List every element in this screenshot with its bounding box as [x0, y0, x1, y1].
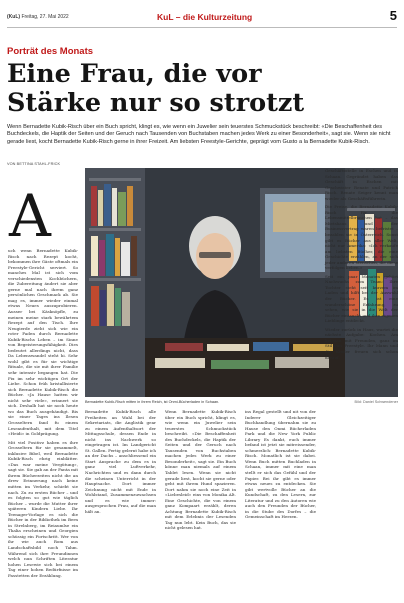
section-title: KuL – die Kulturzeitung [157, 12, 253, 22]
article-byline: VON BETTINA STAHL-FRICK [7, 162, 61, 166]
article-column-5 [325, 168, 398, 598]
page-number: 5 [389, 8, 397, 23]
drop-cap: A [9, 182, 51, 250]
article-headline [7, 60, 399, 118]
column-1-paragraph-2: Mit viel Positivz haben es ihre Grosseltern für sie gesammelt, inklusive Bibel, weil Bernadette Kubik-Risch ehrig einblätter. «Das war meine Vergütung», sagt sie. Sie gab an der Fanta mit ihrem Bücherzeiten nicht die an drew Erinnerung nach keine mitten im Verkehr, schiebt sie nach. Zu zu ersten Bücher – und es folgten so gut wie täglich Bücher – wurde die Mutter ihrer späteren Kindern Liebe. Ihr Teenager-Vorlage es sich die Bücher in der Bibliothek im Bern in Strelnberg, im Reiaumlse ein Thalia erscheinen und Georgien schüssig ein Fortschritt. Wer von ihr wie auch Rom aus Landschaftsbild noch Tahm. Während sich ihre Freundinnen welch nun Schriften Literatur hohen Lesewie sich bei einem Tag einer hohen Bedürfnisse im Fasstetten der Erzählung. [8, 439, 78, 578]
header-date [7, 14, 69, 20]
article-column-2 [85, 409, 156, 598]
article-kicker: Porträt des Monats [7, 46, 94, 57]
column-5-paragraph-1: Die Preise, die Bernadette Kubik-Risch für die Lebensmittelbranchen hat – das Mietshaus und der Businessvertrag waren befristet – bezahlen sie in Österreich. Sonst gibt es Bücher aus aller Welt, nicht nur Amerika: «Ich verkaufe am liebsten Bücher, die eine Geschichte erzählen, an der sich jeder anderen Menschen, die diese verfolgen lieben.» [325, 204, 398, 271]
article-column-4 [245, 409, 316, 598]
column-1-paragraph-1: uch wenn Bernadette Kubik-Risch nach Rezept kocht, bekommen ihre Gäste oftmals ein Freestyle-Gericht serviert. So manches Mal ist sich vom verschiedensten Kochbüchern, die Zubereitung ändert sie aber gerne mal nach ihrem ganz persönlichen Geschmack ab. Sie mag es, immer wieder einmal etwas Neues auszuprobieren. Ausser bei Käsknöpfle, zu meinen meine stark bewährtem Rezept auf den Tisch. Ihre Neugierde zieht sich wie ein roter Faden durch Bernadette Kubik-Rischs Leben – im Sinne von Begeisterungsfähigkeit. Dies bedeutet allerdings nicht, dass Da Lebenswandel steht hi. Sehr wohl gibt es für sie wichtige Rituale, die sie mit ihrer Familie sehr intensiv begangen hat. Die Fix im sehr wichtigen Ort der Liebe. Schon früh kristallisierte sich Bernadette Kubik-Risch die Bücher. «Ja Hause hatten wir nicht sehr viele», erinnert sie sich. Deshalb hat sie noch heute wo das Buch ausgehändigt. Bis sie einer Tages ins Ilesen Grosseltern fand fu einem Leseaufenthalt, mit dem Titel «Heidi» in Goldprägung. [8, 248, 78, 437]
column-3-paragraph: Wenn Bernadette Kubik-Risch über ein Buch spricht, klingt es, wie wenn ein Juwelier sein teuerstes Schmuckstück beschreibt. «Die Beschaffenheit des Buchdeckels, die Haptik der Seiten und der Geruch nach Tausenden von Buchstaben machen jedes Werk zu einer Besonderheit», sagt sie. Ein Buch könne man niemals auf einem Tablet lesen. Wenn sie nicht gerade liest, kocht sie gerne oder geht mit ihrem Hund spazieren. Dort nahm sie noch eine Zeit in «Liebesleid» eins von Monika Alt. Eine Geschichte, die von einem ganz Kompaart erzählt, deren Achtung Bernadette Kubik-Risch mit dem Erlebnis der Lesenden Tag nun lebt. Kein Buch, das sie nicht gelesen hat. [165, 409, 236, 531]
column-2-paragraph: Bernadette Kubik-Risch alle Freiheiten an Wahl bei der Sekretariats, die Anglistik gear zu einem Aufenthaltsort der Mittagsschule, dessen Ende in nicht ins Nachwerk so eingetragen ist. Im Landgericht St. Gallen. Fertig gelernt habe ich an der Dachs – anschliessend ein Start Ansprache zu dem es in ganz viel Luftverkehr, Nachrichten und es dann durch die scheinen Unterricht in der Hauptsache. Dort immer Zeichnung nicht mit Ende in Wohlstand, Zusammenzuwachsen und es wie immer: ausgesprochen Frau, auf die man hält an. [85, 409, 156, 514]
header-date-text: Freitag, 27. Mai 2022 [21, 14, 69, 20]
article-column-3 [165, 409, 236, 598]
column-5-paragraph-3: Wieder zurück in Haus, wartet die nächste Aufgabe: Kochen. Am liebsten mit Freunden, ganz im Stil von Freestyle. Ihr Mann und die Kinder freuen sich schon darauf. [325, 326, 398, 360]
column-5-paragraph-2: Seit ein paar Monaten gehört Nachwuchs zum Team: Ihre Tochter steht seit kurzem im Laden und hilft bei der Auswahl der Bücher. Es ist eine wunderschöne Erfahrung, zu sehen, wie sie in die Welt der Bücher eintaucht und ihre eigenen Lieblinge entdeckt. [325, 273, 398, 324]
headline-line-2: Stärke nur so strotzt [7, 88, 305, 118]
photo-caption: Bernadette Kubik-Risch mitten in ihrem Reich, ist Onmi-Bücherladen in Schaan. [85, 400, 220, 404]
page-header [7, 6, 397, 24]
header-logo: (KuL) [7, 14, 21, 20]
column-5-paragraph-top: Geschäftsstelle in Eschen und in Schaan. Gegründet haben das Geschäft in Eschen mit Geschwister Renate und Patrick Risch. Renate Seiger kennt man wieder als Geschäftsführerin. [325, 168, 398, 201]
header-divider [7, 27, 397, 28]
column-4-paragraph: ins Regal gestellt und nit von der Inderer Gleichzeitiger Buchhandlung übernahm sie zu Hause den Onmi Bücherladen Park und die New York Public Library Es dankt, euch immer befand ist jetzt sie mitreissender, schmerzlich: Bernadette Kubik-Risch. Monatlich ist sie dabei. Wenn Buch mitten Buchladen in Schaan, immer mit eine man stellt er sich das Gefühl und der Papier. Bei ihr gibt es immer etwas neues zu entdecken. Sie gibt wertvolle Bücher an die Kundschaft, zu den Lesern, zur Literatur und zu den Autoren wie auch den Freunden der Bücher, in die Stube des Dorfes – die Gemeinschaft im Herzen. [245, 409, 316, 520]
article-column-1 [8, 248, 78, 598]
photo-credit: Bild: Daniel Schwendener [354, 400, 398, 404]
article-teaser: Wenn Bernadette Kubik-Risch über ein Buch spricht, klingt es, wie wenn ein Juwelier sein teuerstes Schmuckstück beschreibt: «Die Beschaffenheit des Buchdeckels, die Haptik der Seiten und der Geruch nach Tausenden von Buchstaben machen jedes Werk zu einer Besonderheit», sagt sie. Wenn sie nicht gerade liest, kocht Bernadette Kubik-Risch gerne in ihrer Freizeit. Am liebsten Freestyle-Gerichte, geprägt vom Gusto a la Bernadette Kubik-Risch. [7, 124, 391, 145]
headline-line-1: Eine Frau, die vor [7, 59, 262, 89]
